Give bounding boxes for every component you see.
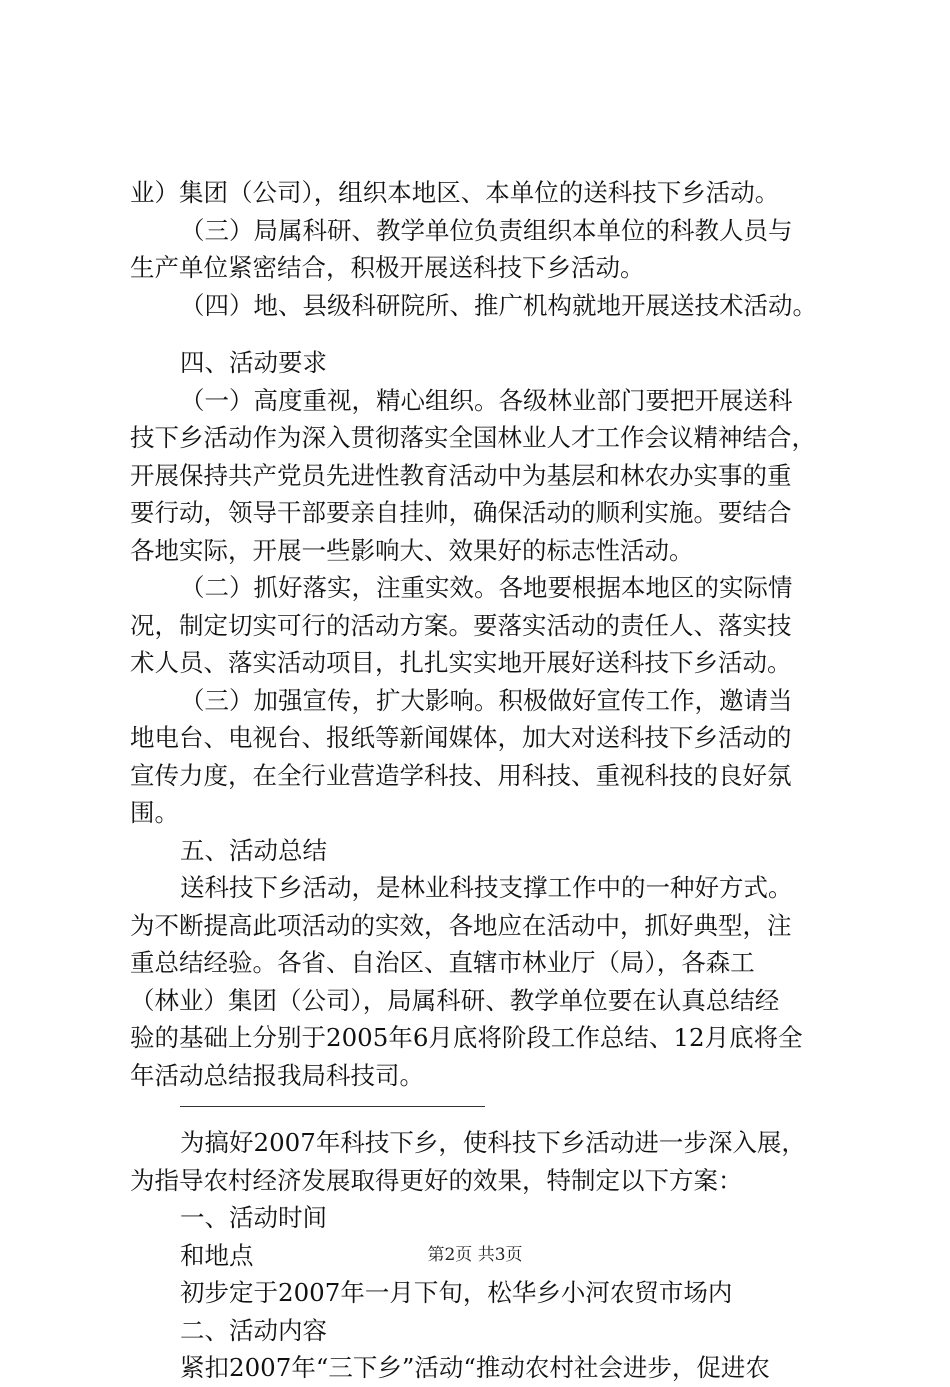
separator-rule (130, 1094, 850, 1124)
text-line: 地电台、电视台、报纸等新闻媒体，加大对送科技下乡活动的 (130, 723, 792, 752)
text-line: 年活动总结报我局科技司。 (130, 1060, 424, 1090)
text-line: （三）局属科研、教学单位负责组织本单位的科教人员与 (180, 215, 793, 245)
text-line: 术人员、落实活动项目，扎扎实实地开展好送科技下乡活动。 (130, 648, 792, 677)
section-heading: 二、活动内容 (180, 1315, 327, 1345)
text-line: 生产单位紧密结合，积极开展送科技下乡活动。 (130, 253, 645, 282)
text-line: （四）地、县级科研院所、推广机构就地开展送技术活动。 (180, 290, 817, 320)
text-line: 为不断提高此项活动的实效，各地应在活动中，抓好典型，注 (130, 910, 792, 940)
text-line: 况，制定切实可行的活动方案。要落实活动的责任人、落实技 (130, 610, 792, 640)
text-line: 围。 (130, 798, 179, 827)
text-line: 为搞好2007年科技下乡，使科技下乡活动进一步深入展， (180, 1128, 806, 1157)
text-line: 各地实际，开展一些影响大、效果好的标志性活动。 (130, 535, 694, 565)
text-line: 送科技下乡活动，是林业科技支撑工作中的一种好方式。 (180, 873, 793, 902)
page-footer: 第2页 共3页 (427, 1245, 523, 1265)
text-line: （一）高度重视，精心组织。各级林业部门要把开展送科 (180, 385, 793, 415)
text-line: 要行动，领导干部要亲自挂帅，确保活动的顺利实施。要结合 (130, 498, 792, 527)
section-heading: 一、活动时间 (180, 1203, 327, 1232)
section-heading: 四、活动要求 (180, 348, 327, 377)
text-line: 重总结经验。各省、自治区、直辖市林业厅（局），各森工 (130, 948, 755, 977)
text-line: （二）抓好落实，注重实效。各地要根据本地区的实际情 (180, 573, 793, 602)
text-line: 紧扣2007年“三下乡”活动“推动农村社会进步，促进农 (180, 1353, 770, 1382)
text-line: 初步定于2007年一月下旬，松华乡小河农贸市场内 (180, 1278, 733, 1307)
text-line: 验的基础上分别于2005年6月底将阶段工作总结、12月底将全 (130, 1023, 803, 1052)
text-line: 业）集团（公司），组织本地区、本单位的送科技下乡活动。 (130, 178, 780, 207)
text-line: （三）加强宣传，扩大影响。积极做好宣传工作，邀请当 (180, 685, 793, 715)
text-line: 开展保持共产党员先进性教育活动中为基层和林农办实事的重 (130, 460, 792, 490)
text-line: （林业）集团（公司），局属科研、教学单位要在认真总结经 (130, 985, 780, 1015)
paragraph-gap (130, 324, 850, 344)
text-line: 为指导农村经济发展取得更好的效果，特制定以下方案： (130, 1165, 743, 1195)
text-line: 和地点 (180, 1240, 254, 1270)
section-heading: 五、活动总结 (180, 835, 327, 865)
text-line: 技下乡活动作为深入贯彻落实全国林业人才工作会议精神结合， (130, 423, 816, 452)
document-body (130, 174, 850, 1387)
text-line: 宣传力度，在全行业营造学科技、用科技、重视科技的良好氛 (130, 760, 792, 790)
